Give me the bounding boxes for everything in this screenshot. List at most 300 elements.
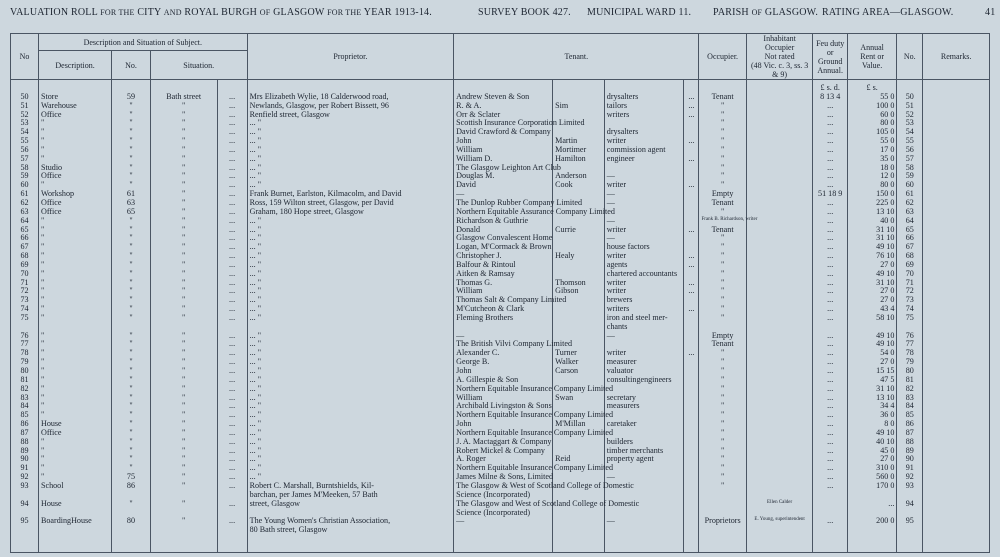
- row-situation-dots: ...: [217, 190, 247, 199]
- row-no: 77: [11, 340, 39, 349]
- row-no: 84: [11, 402, 39, 411]
- row-description: ": [38, 367, 111, 376]
- row-annual-value: 80 0: [847, 119, 896, 128]
- row-number: ": [112, 226, 151, 235]
- row-tenant-name: Douglas M.: [454, 172, 553, 181]
- row-situation: ": [150, 199, 217, 208]
- row-proprietor: 80 Bath street, Glasgow: [247, 526, 454, 553]
- row-situation: ": [150, 385, 217, 394]
- row-number: ": [112, 119, 151, 128]
- row-proprietor: ... ": [247, 402, 454, 411]
- row-no-right: 57: [897, 155, 923, 164]
- row-tenant-dots: ...: [684, 287, 699, 296]
- col-no: No: [11, 34, 39, 80]
- row-number: ": [112, 234, 151, 243]
- header-title: [10, 7, 432, 18]
- row-no: 51: [11, 102, 39, 111]
- row-tenant-surname: [553, 323, 605, 332]
- row-situation-dots: ...: [217, 394, 247, 403]
- row-description: ": [38, 296, 111, 305]
- row-tenant-occupation: —: [604, 332, 684, 341]
- row-feu: ...: [813, 314, 847, 323]
- row-proprietor: ... ": [247, 473, 454, 482]
- table-row: [11, 181, 990, 190]
- row-proprietor: barchan, per James M'Meeken, 57 Bath: [247, 491, 454, 500]
- row-tenant-name: William: [454, 146, 553, 155]
- row-annual-value: 76 10: [847, 252, 896, 261]
- row-proprietor: ... ": [247, 270, 454, 279]
- row-occupier: ": [699, 367, 746, 376]
- col-occupier: Occupier.: [699, 34, 746, 80]
- row-situation-dots: ...: [217, 447, 247, 456]
- row-tenant-name: Northern Equitable Insurance Company Limited: [454, 411, 553, 420]
- row-no-right: 86: [897, 420, 923, 429]
- row-tenant-occupation: commission agent: [604, 146, 684, 155]
- row-description: ": [38, 128, 111, 137]
- col-no-right: No.: [897, 34, 923, 80]
- row-no: 56: [11, 146, 39, 155]
- row-inhabitant: [746, 243, 813, 252]
- row-situation: ": [150, 429, 217, 438]
- row-no-right: 80: [897, 367, 923, 376]
- row-situation-dots: ...: [217, 279, 247, 288]
- row-no: 92: [11, 473, 39, 482]
- survey-book: SURVEY BOOK 427.: [478, 7, 571, 18]
- row-annual-value: 310 0: [847, 464, 896, 473]
- row-description: Office: [38, 208, 111, 217]
- row-number: ": [112, 261, 151, 270]
- row-feu: ...: [813, 279, 847, 288]
- row-number: ": [112, 376, 151, 385]
- row-proprietor: ... ": [247, 296, 454, 305]
- row-no-right: 56: [897, 146, 923, 155]
- row-description: Store: [38, 93, 111, 102]
- row-occupier: ": [699, 270, 746, 279]
- table-row: [11, 172, 990, 181]
- row-description: ": [38, 243, 111, 252]
- row-remarks: [923, 93, 990, 102]
- row-tenant-occupation: writer: [604, 181, 684, 190]
- unit-empty: [217, 80, 247, 93]
- row-occupier: ": [699, 119, 746, 128]
- row-inhabitant: [746, 509, 813, 518]
- row-feu: ...: [813, 102, 847, 111]
- row-occupier: ": [699, 243, 746, 252]
- row-remarks: [923, 517, 990, 526]
- row-description: House: [38, 500, 111, 509]
- row-situation-dots: ...: [217, 420, 247, 429]
- row-tenant-occupation: writer: [604, 226, 684, 235]
- row-no-right: 90: [897, 455, 923, 464]
- row-description: ": [38, 349, 111, 358]
- row-feu: ...: [813, 226, 847, 235]
- parish: [713, 7, 818, 18]
- row-tenant-occupation: chants: [604, 323, 684, 332]
- row-remarks: [923, 429, 990, 438]
- row-tenant-occupation: agents: [604, 261, 684, 270]
- row-inhabitant: [746, 429, 813, 438]
- row-annual-value: 49 10: [847, 429, 896, 438]
- row-annual-value: 31 10: [847, 279, 896, 288]
- row-inhabitant: [746, 358, 813, 367]
- row-feu: ...: [813, 287, 847, 296]
- row-remarks: [923, 411, 990, 420]
- row-no: 66: [11, 234, 39, 243]
- row-tenant-surname: Thomson: [553, 279, 605, 288]
- col-number: No.: [112, 51, 151, 80]
- row-remarks: [923, 217, 990, 226]
- row-occupier: ": [699, 464, 746, 473]
- row-occupier: [699, 526, 746, 553]
- row-description: School: [38, 482, 111, 491]
- row-occupier: ": [699, 155, 746, 164]
- row-situation: ": [150, 420, 217, 429]
- row-situation: ": [150, 358, 217, 367]
- row-occupier: ": [699, 314, 746, 323]
- row-annual-value: 60 0: [847, 111, 896, 120]
- row-situation-dots: ...: [217, 296, 247, 305]
- row-proprietor: ... ": [247, 234, 454, 243]
- row-tenant-surname: M'Millan: [553, 420, 605, 429]
- row-situation: ": [150, 376, 217, 385]
- row-tenant-dots: [684, 429, 699, 438]
- row-occupier: Frank B. Richardson, writer: [699, 217, 746, 226]
- row-tenant-name: The Glasgow Leighton Art Club: [454, 164, 553, 173]
- row-annual-value: 40 0: [847, 217, 896, 226]
- row-situation: ": [150, 164, 217, 173]
- row-situation-dots: ...: [217, 358, 247, 367]
- row-inhabitant: [746, 137, 813, 146]
- row-feu: ...: [813, 340, 847, 349]
- row-inhabitant: [746, 261, 813, 270]
- row-inhabitant: [746, 411, 813, 420]
- row-tenant-name: Northern Equitable Insurance Company Limited: [454, 464, 553, 473]
- row-situation: ": [150, 226, 217, 235]
- row-number: 65: [112, 208, 151, 217]
- units-row: [11, 80, 990, 93]
- row-proprietor: ... ": [247, 349, 454, 358]
- row-feu: ...: [813, 181, 847, 190]
- row-remarks: [923, 181, 990, 190]
- row-remarks: [923, 376, 990, 385]
- row-proprietor: ... ": [247, 155, 454, 164]
- row-occupier: [699, 491, 746, 500]
- row-tenant-occupation: writers: [604, 305, 684, 314]
- row-no: 64: [11, 217, 39, 226]
- row-proprietor: ... ": [247, 279, 454, 288]
- row-no: 50: [11, 93, 39, 102]
- table-row: [11, 526, 990, 553]
- row-no-right: 82: [897, 385, 923, 394]
- row-description: ": [38, 394, 111, 403]
- table-row: [11, 349, 990, 358]
- row-description: House: [38, 420, 111, 429]
- row-inhabitant: [746, 340, 813, 349]
- row-description: ": [38, 279, 111, 288]
- row-occupier: Tenant: [699, 226, 746, 235]
- row-tenant-name: —: [454, 190, 553, 199]
- row-proprietor: Ross, 159 Wilton street, Glasgow, per David: [247, 199, 454, 208]
- row-number: 61: [112, 190, 151, 199]
- row-inhabitant: [746, 111, 813, 120]
- row-situation: ": [150, 119, 217, 128]
- row-inhabitant: [746, 332, 813, 341]
- header-left: VALUATION ROLL: [10, 7, 98, 18]
- row-proprietor: ... ": [247, 455, 454, 464]
- row-proprietor: ... ": [247, 332, 454, 341]
- row-tenant-name: Archibald Livingston & Sons: [454, 402, 553, 411]
- row-tenant-occupation: [604, 464, 684, 473]
- row-no-right: 63: [897, 208, 923, 217]
- row-no: 53: [11, 119, 39, 128]
- row-proprietor: ... ": [247, 261, 454, 270]
- page-header: [10, 5, 995, 21]
- row-description: ": [38, 438, 111, 447]
- row-tenant-name: Science (Incorporated): [454, 491, 553, 500]
- row-inhabitant: Ellen Calder: [746, 500, 813, 509]
- row-tenant-dots: ...: [684, 111, 699, 120]
- row-remarks: [923, 111, 990, 120]
- row-tenant-occupation: consultingengineers: [604, 376, 684, 385]
- row-remarks: [923, 402, 990, 411]
- parish-label: PARISH: [713, 7, 749, 18]
- row-tenant-occupation: —: [604, 172, 684, 181]
- row-tenant-name: William: [454, 394, 553, 403]
- row-remarks: [923, 500, 990, 509]
- row-tenant-surname: Martin: [553, 137, 605, 146]
- row-remarks: [923, 455, 990, 464]
- row-occupier: ": [699, 137, 746, 146]
- row-feu: ...: [813, 261, 847, 270]
- row-feu: ...: [813, 217, 847, 226]
- header-year: YEAR 1913-14.: [363, 7, 432, 18]
- row-no: 94: [11, 500, 39, 509]
- row-tenant-occupation: measurer: [604, 358, 684, 367]
- row-tenant-occupation: writer: [604, 287, 684, 296]
- row-no: 73: [11, 296, 39, 305]
- row-remarks: [923, 261, 990, 270]
- row-proprietor: ... ": [247, 385, 454, 394]
- table-row: [11, 447, 990, 456]
- row-description: ": [38, 146, 111, 155]
- row-proprietor: ... ": [247, 447, 454, 456]
- row-remarks: [923, 305, 990, 314]
- row-no-right: 92: [897, 473, 923, 482]
- row-no-right: [897, 526, 923, 553]
- row-proprietor: ... ": [247, 420, 454, 429]
- row-number: ": [112, 252, 151, 261]
- unit-empty: [604, 80, 684, 93]
- row-inhabitant: [746, 279, 813, 288]
- row-occupier: Tenant: [699, 93, 746, 102]
- row-proprietor: ... ": [247, 411, 454, 420]
- row-no-right: 59: [897, 172, 923, 181]
- row-proprietor: ... ": [247, 217, 454, 226]
- row-no: 90: [11, 455, 39, 464]
- row-annual-value: 55 0: [847, 93, 896, 102]
- row-feu: ...: [813, 146, 847, 155]
- row-tenant-surname: [553, 314, 605, 323]
- row-tenant-occupation: —: [604, 473, 684, 482]
- row-no-right: 70: [897, 270, 923, 279]
- row-number: ": [112, 146, 151, 155]
- row-situation: ": [150, 402, 217, 411]
- row-tenant-surname: [553, 261, 605, 270]
- row-inhabitant: [746, 270, 813, 279]
- row-remarks: [923, 146, 990, 155]
- row-number: ": [112, 102, 151, 111]
- unit-empty: [454, 80, 553, 93]
- row-feu: ...: [813, 137, 847, 146]
- table-header: [11, 34, 990, 80]
- row-tenant-name: Thomas G.: [454, 279, 553, 288]
- row-tenant-surname: Reid: [553, 455, 605, 464]
- row-tenant-dots: ...: [684, 226, 699, 235]
- row-remarks: [923, 279, 990, 288]
- row-feu: ...: [813, 164, 847, 173]
- row-no-right: 71: [897, 279, 923, 288]
- row-no-right: 79: [897, 358, 923, 367]
- row-no-right: 75: [897, 314, 923, 323]
- row-situation-dots: ...: [217, 111, 247, 120]
- row-situation: ": [150, 340, 217, 349]
- row-number: 86: [112, 482, 151, 491]
- annual-line-3: Value.: [862, 61, 883, 70]
- row-inhabitant: [746, 102, 813, 111]
- row-situation: ": [150, 349, 217, 358]
- row-tenant-surname: Carson: [553, 367, 605, 376]
- row-situation: ": [150, 296, 217, 305]
- row-inhabitant: [746, 287, 813, 296]
- row-tenant-dots: [684, 411, 699, 420]
- row-remarks: [923, 190, 990, 199]
- row-feu: ...: [813, 385, 847, 394]
- row-no: 54: [11, 128, 39, 137]
- row-description: [38, 323, 111, 332]
- row-no-right: 51: [897, 102, 923, 111]
- row-tenant-surname: Sim: [553, 102, 605, 111]
- row-no: 80: [11, 367, 39, 376]
- row-annual-value: 49 10: [847, 332, 896, 341]
- parish-glasgow: GLASGOW.: [764, 7, 819, 18]
- row-number: ": [112, 279, 151, 288]
- row-tenant-occupation: [604, 509, 684, 518]
- row-annual-value: 31 10: [847, 234, 896, 243]
- row-tenant-occupation: iron and steel mer-: [604, 314, 684, 323]
- row-no-right: 61: [897, 190, 923, 199]
- row-tenant-name: William D.: [454, 155, 553, 164]
- row-no-right: 81: [897, 376, 923, 385]
- row-proprietor: ... ": [247, 438, 454, 447]
- row-inhabitant: [746, 455, 813, 464]
- row-description: ": [38, 455, 111, 464]
- row-situation-dots: ...: [217, 455, 247, 464]
- row-annual-value: 27 0: [847, 358, 896, 367]
- row-tenant-name: The British Vilvi Company Limited: [454, 340, 553, 349]
- row-tenant-occupation: house factors: [604, 243, 684, 252]
- row-no-right: 50: [897, 93, 923, 102]
- unit-empty: [150, 80, 217, 93]
- row-tenant-dots: [684, 164, 699, 173]
- row-annual-value: 54 0: [847, 349, 896, 358]
- row-tenant-occupation: drysalters: [604, 128, 684, 137]
- row-annual-value: 225 0: [847, 199, 896, 208]
- row-feu: ...: [813, 394, 847, 403]
- row-proprietor: Robert C. Marshall, Burntshields, Kil-: [247, 482, 454, 491]
- row-inhabitant: [746, 172, 813, 181]
- row-tenant-name: A. Roger: [454, 455, 553, 464]
- row-remarks: [923, 473, 990, 482]
- row-situation: ": [150, 261, 217, 270]
- row-situation-dots: ...: [217, 146, 247, 155]
- annual-line-2: Rent or: [860, 52, 885, 61]
- row-situation: ": [150, 482, 217, 491]
- row-tenant-occupation: chartered accountants: [604, 270, 684, 279]
- row-situation: ": [150, 234, 217, 243]
- row-situation: ": [150, 190, 217, 199]
- row-no: 95: [11, 517, 39, 526]
- row-tenant-occupation: builders: [604, 438, 684, 447]
- row-tenant-dots: [684, 464, 699, 473]
- row-situation-dots: ...: [217, 199, 247, 208]
- row-occupier: ": [699, 172, 746, 181]
- row-description: ": [38, 252, 111, 261]
- row-occupier: ": [699, 482, 746, 491]
- row-situation: ": [150, 128, 217, 137]
- row-no: 85: [11, 411, 39, 420]
- row-tenant-occupation: brewers: [604, 296, 684, 305]
- row-feu: ...: [813, 376, 847, 385]
- row-no: 81: [11, 376, 39, 385]
- row-remarks: [923, 349, 990, 358]
- row-description: BoardingHouse: [38, 517, 111, 526]
- row-tenant-surname: [553, 526, 605, 553]
- row-description: [38, 526, 111, 553]
- row-no-right: 83: [897, 394, 923, 403]
- row-situation-dots: ...: [217, 473, 247, 482]
- row-tenant-name: Glasgow Convalescent Home: [454, 234, 553, 243]
- row-occupier: ": [699, 455, 746, 464]
- unit-annual: £ s.: [847, 80, 896, 93]
- row-number: ": [112, 164, 151, 173]
- row-situation: ": [150, 181, 217, 190]
- row-tenant-occupation: property agent: [604, 455, 684, 464]
- row-tenant-dots: [684, 323, 699, 332]
- row-tenant-dots: [684, 482, 699, 491]
- row-tenant-name: Thomas Salt & Company Limited: [454, 296, 553, 305]
- row-no: 52: [11, 111, 39, 120]
- row-feu: ...: [813, 243, 847, 252]
- row-remarks: [923, 296, 990, 305]
- row-remarks: [923, 464, 990, 473]
- row-tenant-surname: Turner: [553, 349, 605, 358]
- row-annual-value: 8 0: [847, 420, 896, 429]
- row-number: ": [112, 137, 151, 146]
- row-tenant-name: Orr & Sclater: [454, 111, 553, 120]
- row-tenant-name: [454, 526, 553, 553]
- row-situation-dots: ...: [217, 385, 247, 394]
- row-occupier: ": [699, 234, 746, 243]
- row-description: Workshop: [38, 190, 111, 199]
- row-occupier: ": [699, 376, 746, 385]
- row-no: 57: [11, 155, 39, 164]
- row-remarks: [923, 323, 990, 332]
- row-inhabitant: [746, 146, 813, 155]
- row-description: Office: [38, 172, 111, 181]
- row-remarks: [923, 447, 990, 456]
- row-no: [11, 526, 39, 553]
- row-inhabitant: [746, 526, 813, 553]
